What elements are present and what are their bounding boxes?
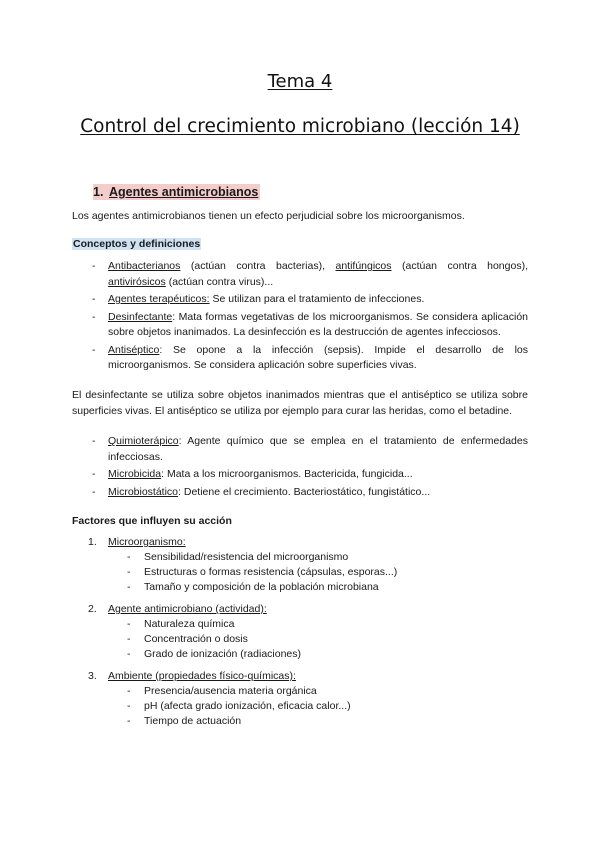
list-item: - Sensibilidad/resistencia del microorganismo <box>108 550 528 565</box>
list-item: - Antiséptico: Se opone a la infección (sepsis). Impide el desarrollo de los microorganismos. Se considera aplicación sobre superficies vivas. <box>72 343 528 374</box>
list-item: - Desinfectante: Mata formas vegetativas de los microorganismos. Se considera aplicación sobre objetos inanimados. La desinfección es la destrucción de agentes infecciosos. <box>72 310 528 341</box>
section-heading <box>93 185 260 199</box>
factor-group: 2. Agente antimicrobiano (actividad): - Naturaleza química - Concentración o dosis - Grado de ionización (radiaciones) <box>72 602 528 662</box>
list-item: - Concentración o dosis <box>108 632 528 647</box>
list-item: - Antibacterianos (actúan contra bacterias), antifúngicos (actúan contra hongos), antivirósicos (actúan contra virus)... <box>72 259 528 290</box>
topic-title: Tema 4 <box>267 71 333 92</box>
factores-heading: Factores que influyen su acción <box>72 515 232 527</box>
factors-list <box>72 535 528 736</box>
intro-paragraph: Los agentes antimicrobianos tienen un efecto perjudicial sobre los microorganismos. <box>72 210 465 222</box>
list-item: - Microbicida: Mata a los microorganismos. Bactericida, fungicida... <box>72 467 528 483</box>
conceptos-heading: Conceptos y definiciones <box>73 238 201 250</box>
factor-title: Ambiente (propiedades físico-químicas): <box>108 670 296 682</box>
section-number: 1. <box>93 185 104 199</box>
list-item: - Grado de ionización (radiaciones) <box>108 647 528 662</box>
factor-group: 3. Ambiente (propiedades físico-químicas): - Presencia/ausencia materia orgánica - pH (afecta grado ionización, eficacia calor...) - Tiempo de actuación <box>72 669 528 729</box>
section-title: Agentes antimicrobianos <box>109 185 259 199</box>
definitions-list <box>72 259 528 374</box>
disinfectant-paragraph: El desinfectante se utiliza sobre objetos inanimados mientras que el antiséptico se utiliza sobre superficies vivas. El antiséptico se utiliza por ejemplo para curar las heridas, como el betadine. <box>72 389 528 417</box>
factor-title: Microorganismo: <box>108 536 186 548</box>
factor-title: Agente antimicrobiano (actividad): <box>108 603 267 615</box>
list-item: - Tamaño y composición de la población microbiana <box>108 580 528 595</box>
lesson-title: Control del crecimiento microbiano (lección 14) <box>80 116 520 137</box>
definitions-list-2 <box>72 434 528 500</box>
list-item: - Agentes terapéuticos: Se utilizan para el tratamiento de infecciones. <box>72 292 528 308</box>
list-item: - Naturaleza química <box>108 617 528 632</box>
list-item: - Estructuras o formas resistencia (cápsulas, esporas...) <box>108 565 528 580</box>
list-item: - Microbiostático: Detiene el crecimiento. Bacteriostático, fungistático... <box>72 485 528 501</box>
list-item: - Presencia/ausencia materia orgánica <box>108 684 528 699</box>
list-item: - Quimioterápico: Agente químico que se emplea en el tratamiento de enfermedades infecciosas. <box>72 434 528 465</box>
list-item: - pH (afecta grado ionización, eficacia calor...) <box>108 699 528 714</box>
list-item: - Tiempo de actuación <box>108 714 528 729</box>
factor-group: 1. Microorganismo: - Sensibilidad/resistencia del microorganismo - Estructuras o formas resistencia (cápsulas, esporas...) - Tamaño y composición de la población microbiana <box>72 535 528 595</box>
